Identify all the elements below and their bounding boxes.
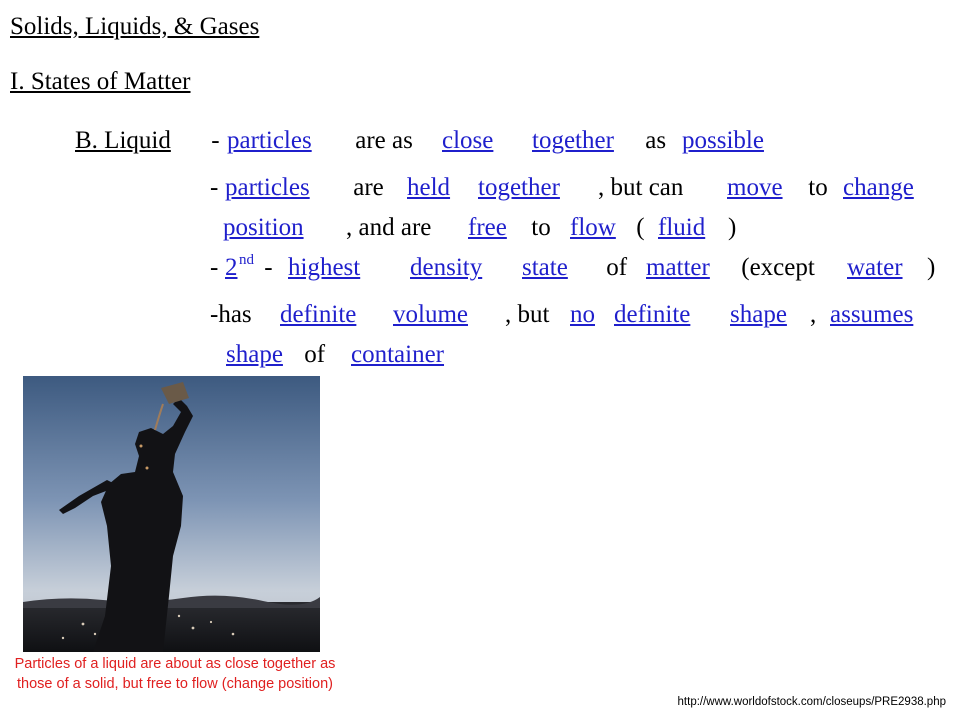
answer-blank: no	[570, 301, 595, 328]
superscript: nd	[239, 252, 254, 268]
text: are	[347, 174, 391, 201]
dash: -	[210, 254, 219, 281]
text: of	[298, 341, 332, 368]
text	[600, 300, 606, 330]
answer-blank: highest	[288, 254, 361, 281]
answer-blank: water	[847, 254, 903, 281]
text	[517, 126, 523, 156]
answer-blank: 2	[225, 254, 238, 281]
photo-caption: Particles of a liquid are about as close together as those of a solid, but free to flow (change position)	[14, 656, 336, 692]
answer-blank: together	[478, 174, 560, 201]
answer-blank: change	[843, 174, 914, 201]
text: are as	[349, 127, 420, 154]
text: ,	[810, 301, 823, 328]
text: )	[927, 254, 936, 281]
text: , but can	[598, 174, 690, 201]
silhouette-photo-illustration	[23, 376, 320, 652]
text	[510, 253, 516, 283]
answer-blank: move	[727, 174, 783, 201]
text: -	[258, 254, 279, 281]
answer-blank: held	[407, 174, 451, 201]
text: to	[802, 174, 834, 201]
answer-blank: position	[223, 214, 304, 241]
answer-blank: close	[442, 127, 494, 154]
subsection-label: B. Liquid	[75, 127, 171, 154]
text	[715, 300, 721, 330]
answer-blank: shape	[226, 341, 283, 368]
answer-blank: definite	[614, 301, 691, 328]
text: of	[600, 254, 634, 281]
answer-blank: particles	[227, 127, 312, 154]
answer-blank: definite	[280, 301, 357, 328]
text: , and are	[346, 214, 438, 241]
text: as	[639, 127, 673, 154]
text: -has	[210, 301, 258, 328]
answer-blank: assumes	[830, 301, 914, 328]
text	[463, 173, 469, 203]
text	[378, 300, 384, 330]
text: to	[525, 214, 557, 241]
answer-blank: container	[351, 341, 445, 368]
answer-blank: state	[522, 254, 568, 281]
dash: -	[210, 174, 219, 201]
text: (except	[735, 254, 822, 281]
answer-blank: free	[468, 214, 507, 241]
text: , but	[505, 301, 556, 328]
section-heading: I. States of Matter	[10, 68, 191, 95]
answer-blank: matter	[646, 254, 710, 281]
text	[383, 253, 389, 283]
source-url: http://www.worldofstock.com/closeups/PRE2938.php	[677, 696, 946, 708]
answer-blank: particles	[225, 174, 310, 201]
answer-blank: shape	[730, 301, 787, 328]
page-title: Solids, Liquids, & Gases	[10, 13, 260, 40]
answer-blank: density	[410, 254, 483, 281]
answer-blank: volume	[393, 301, 468, 328]
text: )	[728, 214, 737, 241]
dash: -	[205, 127, 226, 154]
text: (	[630, 214, 645, 241]
answer-blank: fluid	[658, 214, 706, 241]
liquid-pouring-photo	[23, 376, 320, 652]
answer-blank: flow	[570, 214, 616, 241]
answer-blank: together	[532, 127, 614, 154]
answer-blank: possible	[682, 127, 764, 154]
